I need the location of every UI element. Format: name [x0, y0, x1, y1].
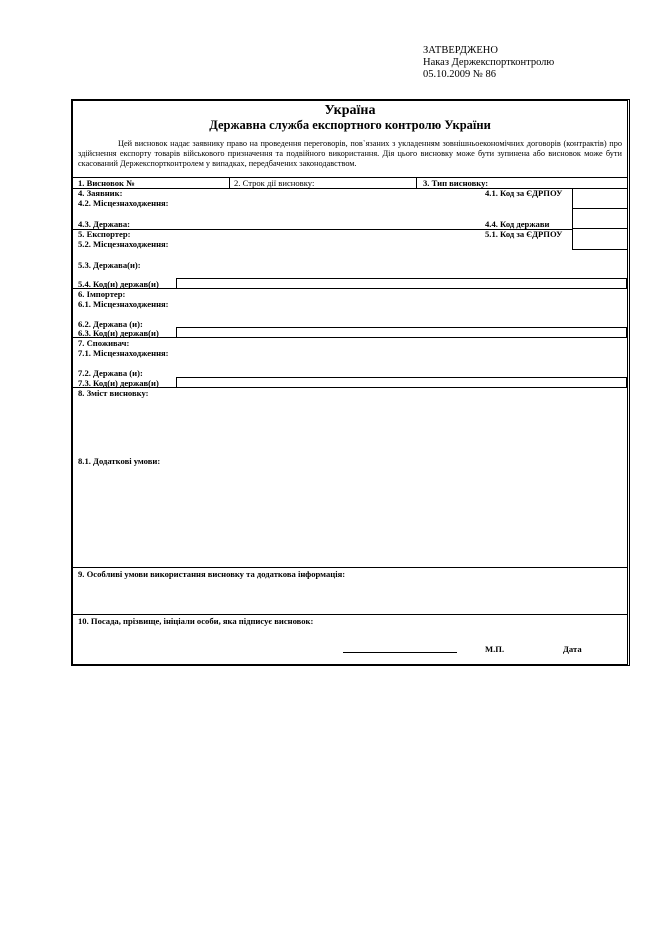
field-conclusion-type[interactable]: 3. Тип висновку: — [423, 178, 489, 188]
field-applicant-location[interactable]: 4.2. Місцезнаходження: — [78, 198, 169, 208]
divider — [73, 614, 627, 615]
field-signatory[interactable]: 10. Посада, прізвище, ініціали особи, яка підписує висновок: — [78, 616, 314, 626]
field-conclusion-number[interactable]: 1. Висновок № — [78, 178, 135, 188]
field-special-conditions[interactable]: 9. Особливі умови використання висновку та додаткова інформація: — [78, 569, 346, 579]
divider — [73, 337, 627, 338]
divider — [229, 177, 230, 188]
label-importer-state-codes: 6.3. Код(и) держав(и) — [78, 328, 159, 338]
field-consumer[interactable]: 7. Споживач: — [78, 338, 130, 348]
field-importer-states[interactable]: 6.2. Держава (и): — [78, 319, 143, 329]
label-exporter-state-codes: 5.4. Код(и) держав(и) — [78, 279, 159, 289]
field-additional-conditions[interactable]: 8.1. Додаткові умови: — [78, 456, 161, 466]
stamp-label: М.П. — [485, 644, 505, 654]
input-exporter-edrpou[interactable] — [572, 228, 628, 250]
field-consumer-states[interactable]: 7.2. Держава (и): — [78, 368, 143, 378]
conclusion-form — [71, 99, 630, 666]
form-agency-title: Державна служба експортного контролю України — [209, 118, 491, 132]
signature-line[interactable] — [343, 652, 457, 653]
field-consumer-location[interactable]: 7.1. Місцезнаходження: — [78, 348, 169, 358]
approval-stamp — [423, 45, 554, 81]
input-applicant-edrpou[interactable] — [572, 188, 628, 209]
field-exporter-states[interactable]: 5.3. Держава(и): — [78, 260, 141, 270]
label-applicant-edrpou: 4.1. Код за ЄДРПОУ — [485, 188, 563, 198]
approval-title: ЗАТВЕРДЖЕНО — [423, 45, 498, 56]
label-consumer-state-codes: 7.3. Код(и) держав(и) — [78, 378, 159, 388]
form-intro-text: Цей висновок надає заявнику право на проведення переговорів, пов`язаних з укладенням зовнішньоекономічних договорів (контрактів) про здійснення експорту товарів військового призначення та подвійного використання. Дія цього висновку може бути зупинена або висновок може бути скасований Держекспортконтролем у випадках, передбачених законодавством. — [78, 139, 622, 168]
field-importer-location[interactable]: 6.1. Місцезнаходження: — [78, 299, 169, 309]
field-applicant-state[interactable]: 4.3. Держава: — [78, 219, 130, 229]
divider — [416, 177, 417, 188]
approval-order: Наказ Держекспортконтролю — [423, 57, 555, 68]
divider — [73, 567, 627, 568]
label-applicant-state-code: 4.4. Код держави — [485, 219, 550, 229]
approval-date: 05.10.2009 № 86 — [423, 69, 497, 80]
date-label: Дата — [563, 644, 582, 654]
divider — [73, 177, 627, 178]
field-applicant[interactable]: 4. Заявник: — [78, 188, 123, 198]
field-validity-period[interactable]: 2. Строк дії висновку: — [234, 178, 315, 188]
divider — [73, 387, 627, 388]
divider — [73, 288, 627, 289]
field-exporter-location[interactable]: 5.2. Місцезнаходження: — [78, 239, 169, 249]
label-exporter-edrpou: 5.1. Код за ЄДРПОУ — [485, 229, 563, 239]
form-country-title: Україна — [324, 103, 376, 118]
input-applicant-state-code[interactable] — [572, 208, 628, 229]
field-exporter[interactable]: 5. Експортер: — [78, 229, 131, 239]
field-conclusion-content[interactable]: 8. Зміст висновку: — [78, 388, 149, 398]
field-importer[interactable]: 6. Імпортер: — [78, 289, 126, 299]
